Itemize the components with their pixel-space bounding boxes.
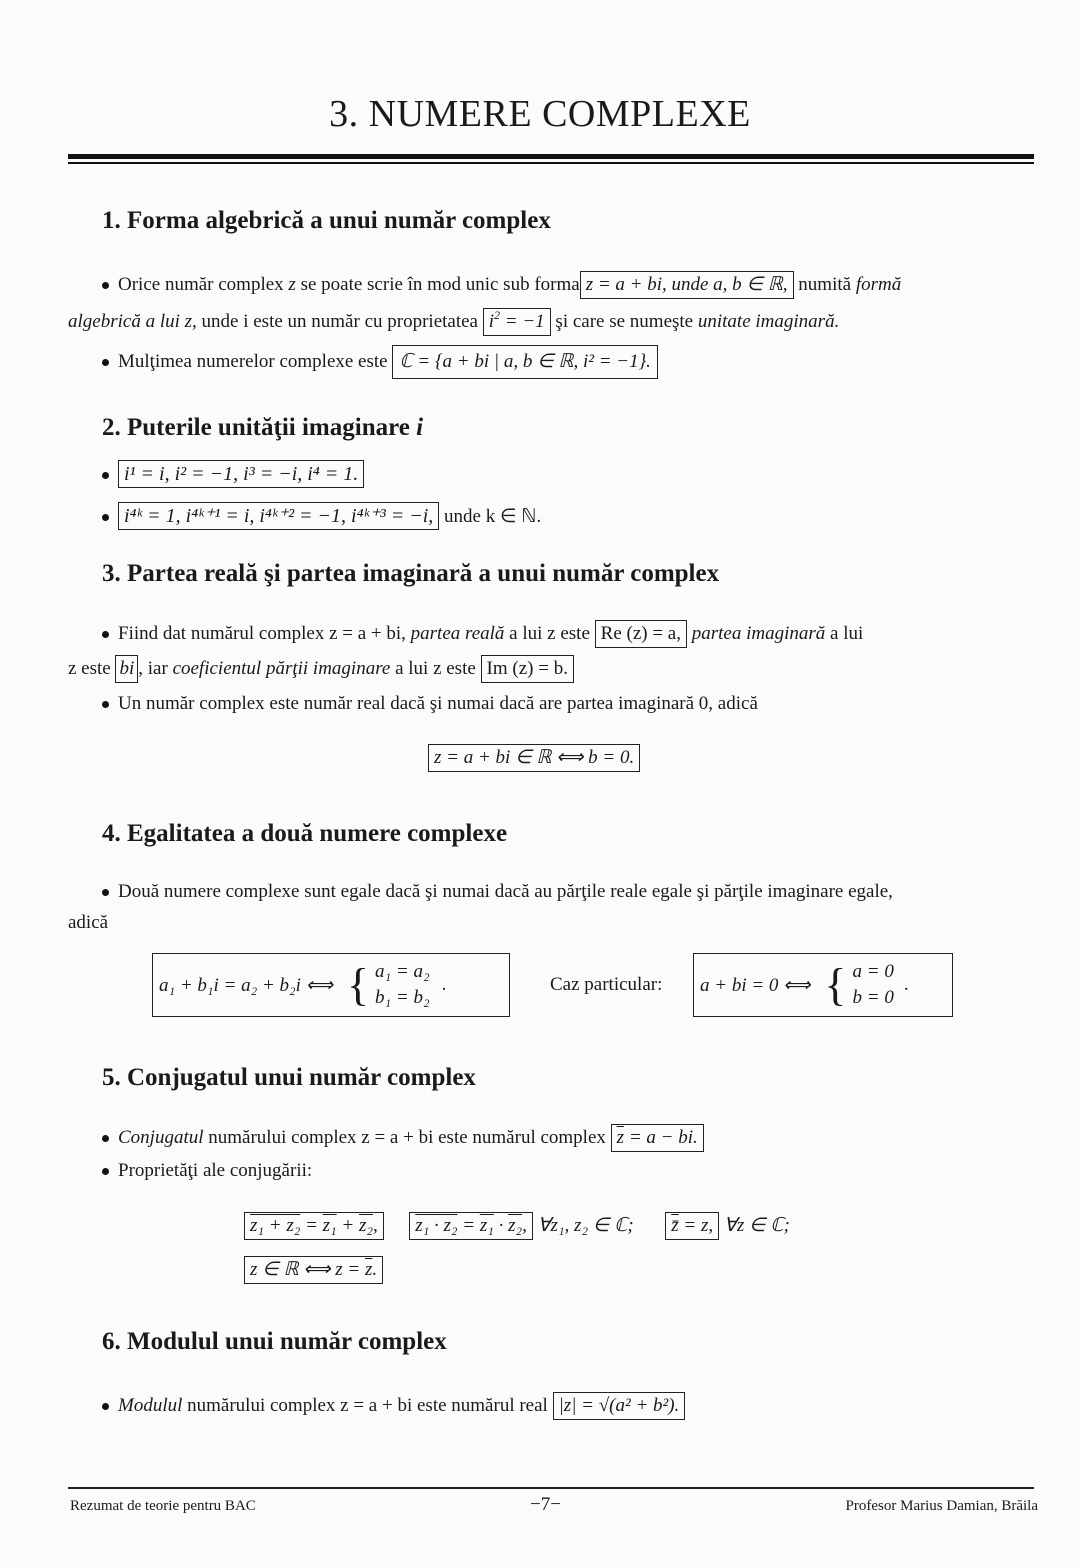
math: b₁ = b₂ [375, 987, 430, 1008]
math-bar: z₁ · z₂ [415, 1215, 458, 1236]
equality-box [152, 953, 510, 1017]
math: = [457, 1215, 480, 1236]
text: numărului complex z = a + bi este numărul complex [203, 1127, 611, 1148]
algebraic-form-box: z = a + bi, unde a, b ∈ ℝ, [580, 271, 794, 299]
modulus-box: |z| = √(a² + b²). [553, 1392, 686, 1420]
section-4-line-2: adică [68, 912, 109, 933]
math: . [441, 974, 447, 995]
section-3-line-3 [102, 692, 758, 716]
text: Un număr complex este număr real dacă şi numai dacă are partea imaginară 0, adică [118, 693, 758, 714]
text: Fiind dat numărul complex z = a + bi, [118, 623, 411, 644]
italic-term: Modulul [118, 1395, 183, 1416]
title-rule-thin [68, 162, 1034, 164]
math: = [300, 1215, 323, 1236]
text: unde k ∈ ℕ. [439, 506, 542, 527]
math: = −1 [500, 311, 545, 332]
text: Mulţimea numerelor complexe este [118, 351, 393, 372]
text: z este [68, 658, 116, 679]
italic-term: formă [855, 274, 902, 295]
sum-property-box [244, 1212, 384, 1240]
math: + [336, 1215, 359, 1236]
math-bar: z̄ [671, 1215, 679, 1236]
italic-term: coeficientul părţii imaginare [172, 658, 391, 679]
italic-term: partea reală [410, 623, 505, 644]
bullet-icon [102, 631, 109, 638]
text: Două numere complexe sunt egale dacă şi numai dacă au părţile reale egale şi părţile imaginare egale, [118, 881, 893, 902]
math: i [488, 311, 495, 332]
powers-box: i¹ = i, i² = −1, i³ = −i, i⁴ = 1. [118, 460, 364, 488]
page-number: −7− [530, 1494, 561, 1515]
math-bar: $\overline{z}$ [364, 1259, 373, 1280]
heading-math: i [416, 414, 424, 441]
math-var: z [288, 274, 296, 295]
bullet-icon [102, 701, 109, 708]
bullet-icon [102, 282, 109, 289]
math: , [372, 1215, 378, 1236]
section-6-heading: 6. Modulul unui număr complex [102, 1328, 447, 1355]
bullet-icon [102, 472, 109, 479]
real-part-box: Re (z) = a, [595, 620, 687, 648]
italic-term: unitate imaginară. [697, 311, 840, 332]
brace-icon: { [346, 959, 370, 1010]
math-bar: z₁ [322, 1215, 337, 1236]
math-bar: $\overline{z}$ [616, 1127, 625, 1148]
section-3-heading: 3. Partea reală şi partea imaginară a unui număr complex [102, 560, 720, 587]
math-bar: z₁ [479, 1215, 494, 1236]
math: = a − bi. [624, 1127, 698, 1148]
bullet-icon [102, 1135, 109, 1142]
brace-icon: { [824, 959, 847, 1010]
text: numărului complex z = a + bi este numărul real [182, 1395, 553, 1416]
text: Orice număr complex [118, 274, 289, 295]
text: a lui z este [504, 623, 595, 644]
math: ∀z ∈ ℂ; [719, 1215, 790, 1236]
section-2-line-2 [102, 502, 541, 530]
italic-term: Conjugatul [118, 1127, 204, 1148]
section-3-line-1 [102, 620, 863, 648]
product-property-box [409, 1212, 533, 1240]
system [853, 959, 894, 1011]
imag-part-box: Im (z) = b. [481, 655, 574, 683]
section-2-heading [102, 414, 423, 442]
system [375, 959, 430, 1011]
text: numită [793, 274, 856, 295]
math: = z, [678, 1215, 714, 1236]
text: unde i este un număr cu proprietatea [196, 311, 483, 332]
page-title: 3. NUMERE COMPLEXE [329, 93, 751, 135]
special-case-box [693, 953, 953, 1017]
conjugate-real-row [244, 1256, 383, 1284]
section-1-heading: 1. Forma algebrică a unui număr complex [102, 207, 551, 234]
footer-right: Profesor Marius Damian, Brăila [845, 1498, 1038, 1514]
math: a + bi = 0 ⟺ [700, 974, 811, 996]
bullet-icon [102, 889, 109, 896]
section-4-heading: 4. Egalitatea a două numere complexe [102, 820, 508, 847]
double-conjugate-box [665, 1212, 719, 1240]
section-1-line-3 [102, 345, 658, 379]
section-5-line-1 [102, 1124, 704, 1152]
complex-set-box: ℂ = {a + bi | a, b ∈ ℝ, i² = −1}. [392, 345, 658, 379]
section-5-heading: 5. Conjugatul unui număr complex [102, 1064, 476, 1091]
section-1-line-1 [102, 271, 901, 299]
section-6-line-1 [102, 1392, 685, 1420]
text: se poate scrie în mod unic sub forma [295, 274, 580, 295]
bullet-icon [102, 1168, 109, 1175]
math-sup: 2 [494, 308, 501, 322]
section-1-line-2 [68, 308, 839, 336]
math: a₁ + b₁i = a₂ + b₂i ⟺ [159, 974, 333, 996]
math: a₁ = a₂ [375, 961, 430, 982]
italic-term: algebrică a lui z, [68, 311, 197, 332]
math-bar: z₂ [358, 1215, 373, 1236]
math: a = 0 [852, 961, 894, 982]
real-condition-box: z = a + bi ∈ ℝ ⟺ b = 0. [428, 744, 640, 772]
title-rule-thick [68, 154, 1034, 159]
text: a lui z este [390, 658, 481, 679]
italic-term: partea imaginară [686, 623, 826, 644]
special-case-label: Caz particular: [550, 974, 663, 995]
math: . [372, 1259, 378, 1280]
conjugate-properties-row [244, 1212, 790, 1240]
i-squared-box [483, 308, 551, 336]
footer-left: Rezumat de teorie pentru BAC [70, 1498, 256, 1514]
heading-text: 2. Puterile unităţii imaginare [102, 414, 417, 441]
section-3-center [428, 744, 640, 772]
powers-k-box: i⁴ᵏ = 1, i⁴ᵏ⁺¹ = i, i⁴ᵏ⁺² = −1, i⁴ᵏ⁺³ = −i, [118, 502, 439, 530]
real-conjugate-box [244, 1256, 383, 1284]
math-bar: z₁ + z₂ [250, 1215, 301, 1236]
text: şi care se numeşte [550, 311, 698, 332]
math-bar: z₂ [508, 1215, 523, 1236]
section-4-line-1 [102, 880, 893, 904]
section-2-line-1 [102, 460, 364, 488]
math: ∀z₁, z₂ ∈ ℂ; [532, 1215, 634, 1236]
section-5-line-2 [102, 1159, 312, 1183]
text: a lui [825, 623, 864, 644]
conjugate-box [611, 1124, 704, 1152]
section-3-line-2 [68, 655, 574, 683]
math: b = 0 [852, 987, 894, 1008]
math: , [522, 1215, 527, 1236]
bullet-icon [102, 514, 109, 521]
bi-box: bi [115, 655, 138, 683]
math: . [903, 974, 909, 995]
math: z ∈ ℝ ⟺ z = [250, 1259, 365, 1280]
text: Proprietăţi ale conjugării: [118, 1160, 313, 1181]
text: , iar [138, 658, 173, 679]
footer-rule [68, 1487, 1034, 1489]
math: · [493, 1215, 509, 1236]
bullet-icon [102, 1403, 109, 1410]
bullet-icon [102, 359, 109, 366]
